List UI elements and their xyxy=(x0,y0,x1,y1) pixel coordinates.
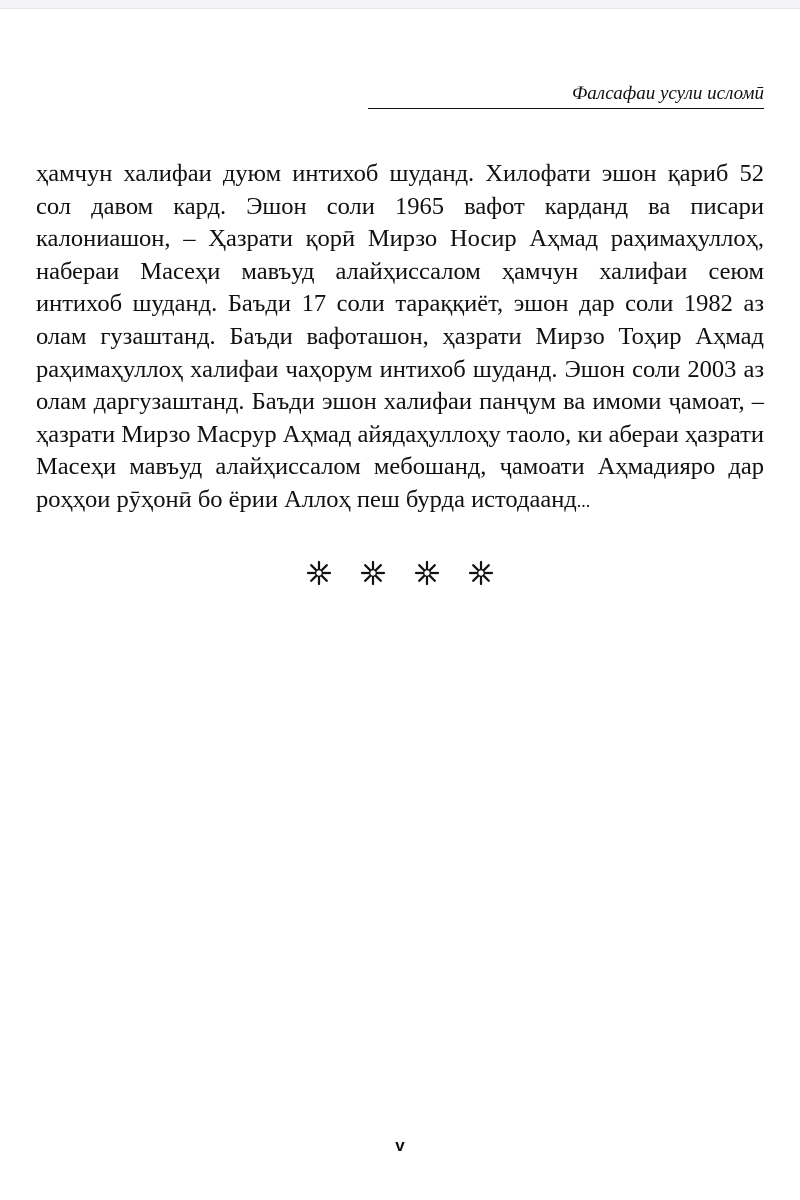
page-number: v xyxy=(395,1136,405,1155)
top-strip xyxy=(0,0,800,9)
body-paragraph xyxy=(36,158,764,518)
section-divider-ornaments xyxy=(0,560,800,586)
star-ornament-icon xyxy=(306,560,332,586)
star-ornament-icon xyxy=(468,560,494,586)
body-paragraph-text: ҳамчун халифаи дуюм интихоб шуданд. Хилофати эшон қариб 52 сол давом кард. Эшон соли 1965 вафот карданд ва писари калониашон, – Ҳазрати қорӣ Мирзо Носир Аҳмад раҳимаҳуллоҳ, набераи Масеҳи мавъуд алайҳиссалом ҳамчун халифаи сеюм интихоб шуданд. Баъди 17 соли тараққиёт, эшон дар соли 1982 аз олам гузаштанд. Баъди вафоташон, ҳазрати Мирзо Тоҳир Аҳмад раҳимаҳуллоҳ халифаи чаҳорум интихоб шуданд. Эшон соли 2003 аз олам даргузаштанд. Баъди эшон халифаи панҷум ва имоми ҷамоат, – ҳазрати Мирзо Масрур Аҳмад айядаҳуллоҳу таоло, ки абераи ҳазрати Масеҳи мавъуд алайҳиссалом мебошанд, ҷамоати Аҳмадияро дар роҳҳои рӯҳонӣ бо ёрии Аллоҳ пеш бурда истодаанд xyxy=(36,160,764,513)
body-paragraph-ellipsis: ... xyxy=(576,490,591,511)
star-ornament-icon xyxy=(360,560,386,586)
running-header: Фалсафаи усули исломӣ xyxy=(368,82,764,109)
star-ornament-icon xyxy=(414,560,440,586)
